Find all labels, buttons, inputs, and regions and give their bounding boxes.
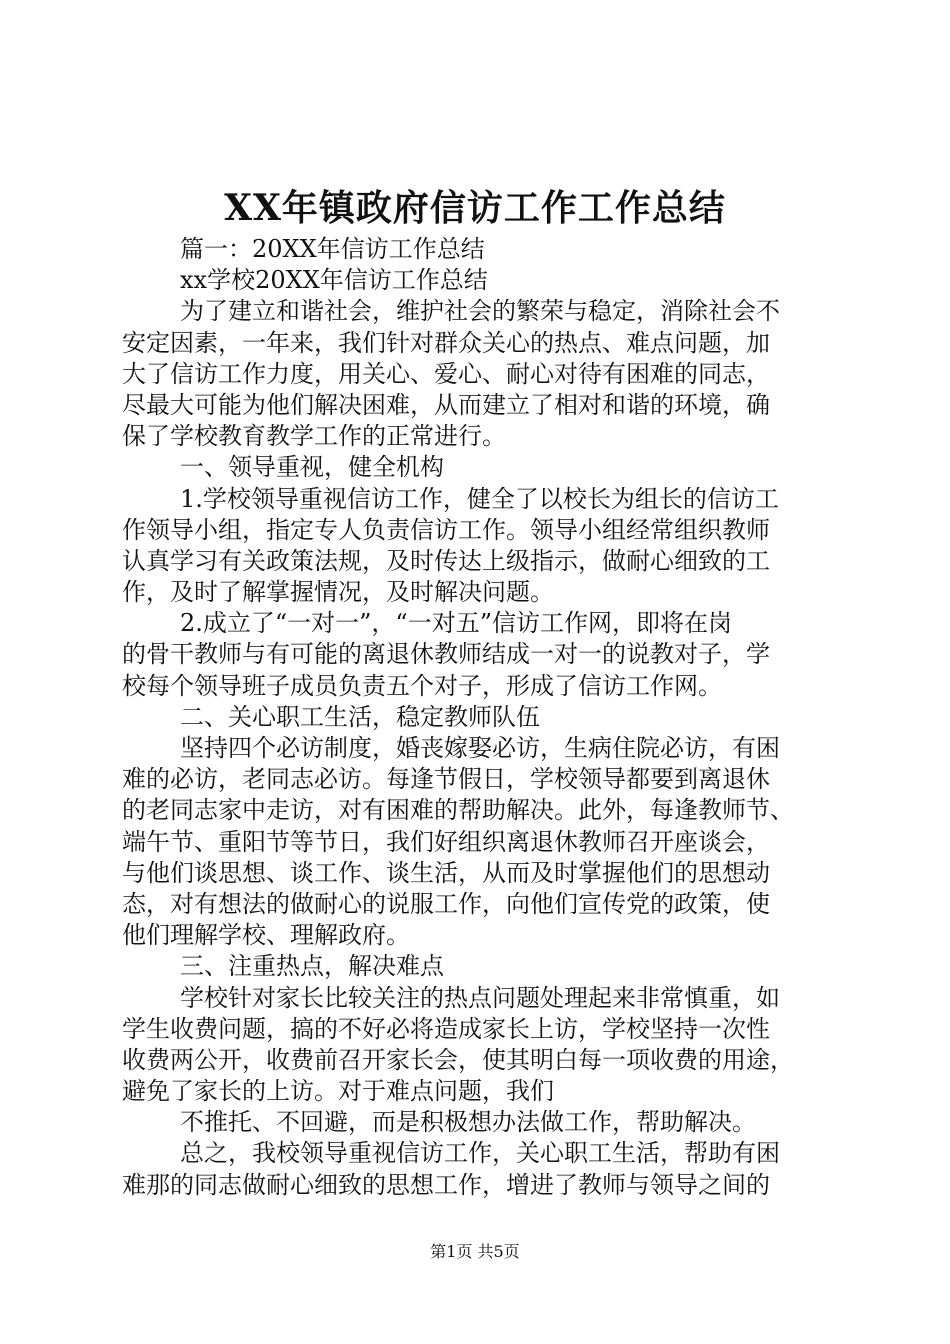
body-line: 篇一：20XX年信访工作总结	[180, 235, 485, 263]
body-line: 的老同志家中走访，对有困难的帮助解决。此外，每逢教师节、	[122, 796, 794, 825]
body-line: 避免了家长的上访。对于难点问题，我们	[122, 1077, 554, 1106]
document-title: XX年镇政府信访工作工作总结	[224, 187, 726, 229]
body-line: 端午节、重阳节等节日，我们好组织离退休教师召开座谈会，	[122, 827, 770, 856]
body-line: 不推托、不回避，而是积极想办法做工作，帮助解决。	[180, 1108, 756, 1137]
body-line: 他们理解学校、理解政府。	[122, 921, 410, 950]
body-line: 作领导小组，指定专人负责信访工作。领导小组经常组织教师	[122, 515, 770, 544]
body-line: 1.学校领导重视信访工作，健全了以校长为组长的信访工	[180, 484, 779, 513]
body-line: 为了建立和谐社会，维护社会的繁荣与稳定，消除社会不	[180, 297, 780, 326]
body-line: 态，对有想法的做耐心的说服工作，向他们宣传党的政策，使	[122, 889, 770, 918]
body-line: 难那的同志做耐心细致的思想工作，增进了教师与领导之间的	[122, 1170, 770, 1199]
body-line: 坚持四个必访制度，婚丧嫁娶必访，生病住院必访，有困	[180, 734, 780, 762]
body-line: 一、领导重视，健全机构	[180, 453, 444, 482]
body-line: 学校针对家长比较关注的热点问题处理起来非常慎重，如	[180, 983, 780, 1012]
body-line: 2.成立了“一对一”，“一对五”信访工作网，即将在岗	[180, 609, 732, 638]
body-line: 安定因素，一年来，我们针对群众关心的热点、难点问题，加	[122, 328, 770, 357]
body-line: xx学校20XX年信访工作总结	[180, 266, 488, 295]
document-body	[122, 234, 842, 1201]
body-line: 难的必访，老同志必访。每逢节假日，学校领导都要到离退休	[122, 765, 770, 794]
body-line: 保了学校教育教学工作的正常进行。	[122, 422, 506, 451]
page-footer: 第1页 共5页	[430, 1242, 520, 1261]
body-line: 校每个领导班子成员负责五个对子，形成了信访工作网。	[122, 671, 722, 700]
body-line: 学生收费问题，搞的不好必将造成家长上访，学校坚持一次性	[122, 1014, 770, 1043]
body-line: 作，及时了解掌握情况，及时解决问题。	[122, 578, 554, 607]
body-line: 三、注重热点，解决难点	[180, 952, 444, 981]
body-line: 总之，我校领导重视信访工作，关心职工生活，帮助有困	[180, 1139, 780, 1168]
body-line: 尽最大可能为他们解决困难，从而建立了相对和谐的环境，确	[122, 390, 770, 419]
body-line: 二、关心职工生活，稳定教师队伍	[180, 702, 540, 731]
body-line: 大了信访工作力度，用关心、爱心、耐心对待有困难的同志，	[122, 359, 770, 388]
body-line: 的骨干教师与有可能的离退休教师结成一对一的说教对子，学	[122, 640, 770, 669]
body-line: 认真学习有关政策法规，及时传达上级指示，做耐心细致的工	[122, 546, 770, 575]
body-line: 收费两公开，收费前召开家长会，使其明白每一项收费的用途，	[122, 1045, 794, 1074]
body-line: 与他们谈思想、谈工作、谈生活，从而及时掌握他们的思想动	[122, 858, 770, 887]
